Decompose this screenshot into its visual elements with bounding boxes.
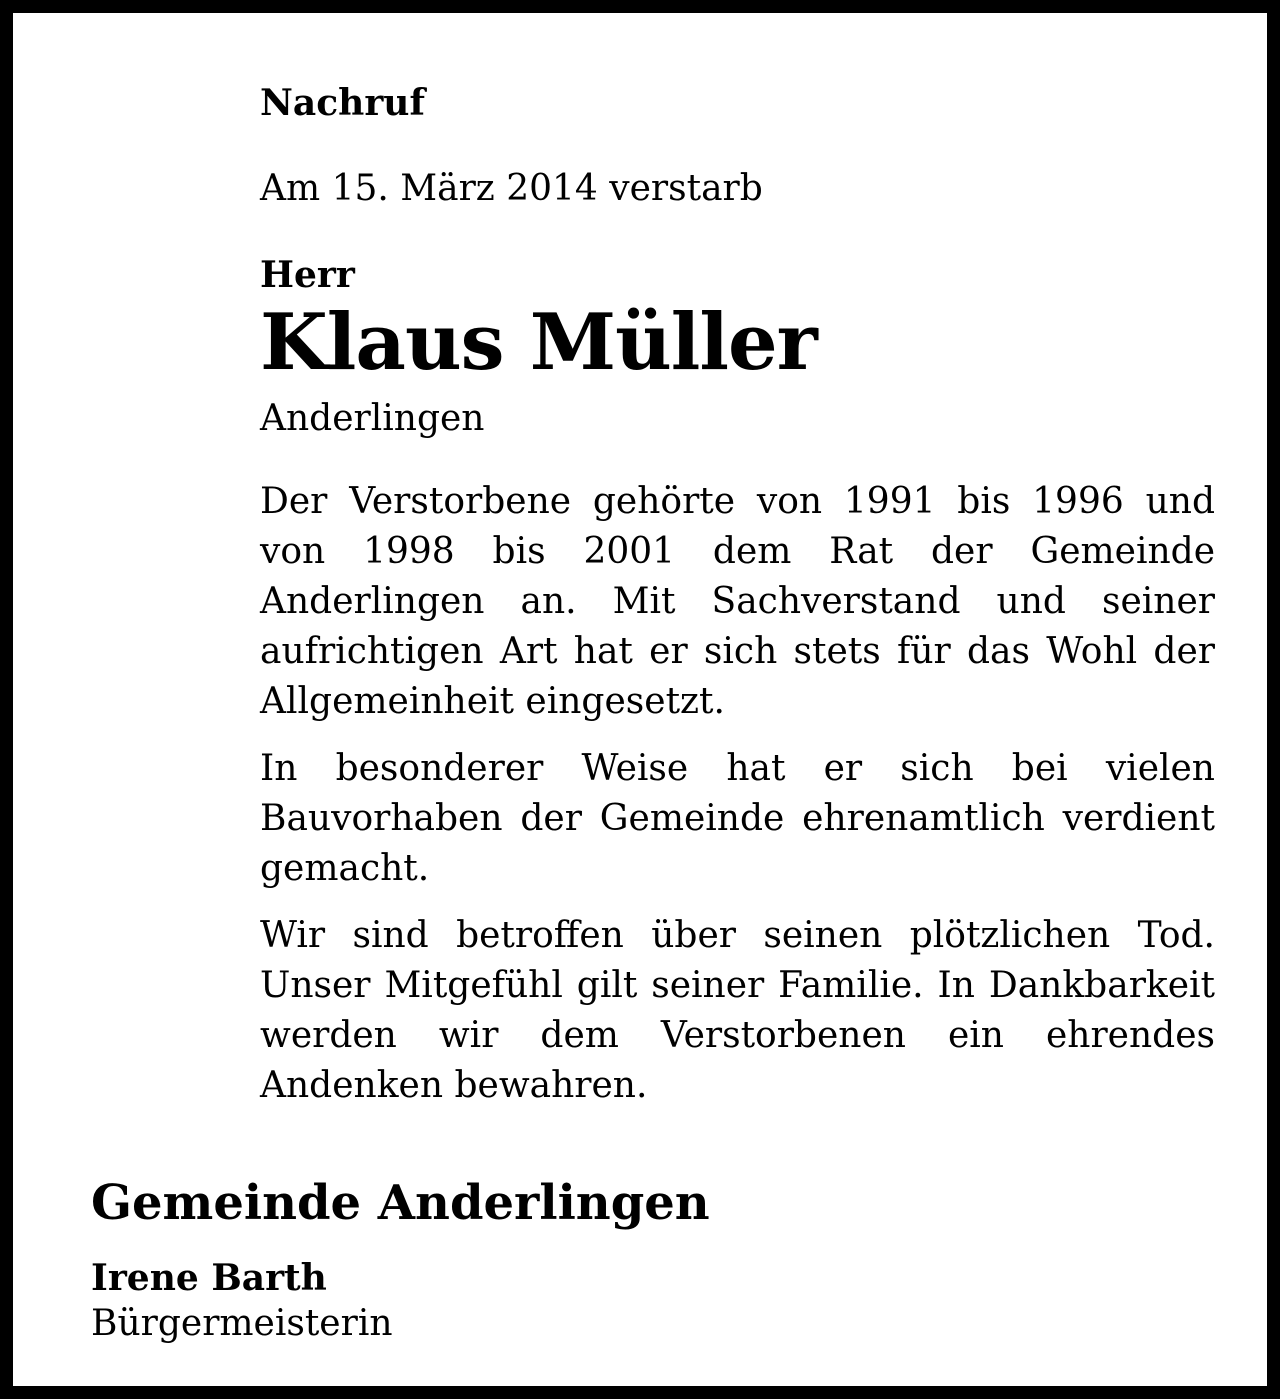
deceased-place: Anderlingen — [260, 398, 485, 439]
obituary-body — [260, 81, 1215, 1111]
signer-role: Bürgermeisterin — [91, 1303, 393, 1344]
organization-name: Gemeinde Anderlingen — [91, 1175, 710, 1231]
death-date-line: Am 15. März 2014 verstarb — [260, 168, 763, 209]
signature-block — [91, 1175, 1191, 1347]
deceased-name: Klaus Müller — [260, 297, 817, 388]
paragraph-condolence: Wir sind betroffen über seinen plötzlichen Tod. Unser Mitgefühl gilt seiner Familie. In Dankbarkeit werden wir dem Verstorbenen ein ehrendes Andenken bewahren. — [260, 915, 1215, 1106]
signer-name: Irene Barth — [91, 1257, 327, 1299]
salutation: Herr — [260, 254, 355, 296]
paragraph-council-service: Der Verstorbene gehörte von 1991 bis 1996 und von 1998 bis 2001 dem Rat der Gemeinde Anderlingen an. Mit Sachverstand und seiner aufrichtigen Art hat er sich stets für das Wohl der Allgemeinheit eingesetzt. — [260, 481, 1215, 722]
paragraph-building-projects: In besonderer Weise hat er sich bei vielen Bauvorhaben der Gemeinde ehrenamtlich verdient gemacht. — [260, 748, 1215, 889]
notice-heading: Nachruf — [260, 82, 425, 124]
